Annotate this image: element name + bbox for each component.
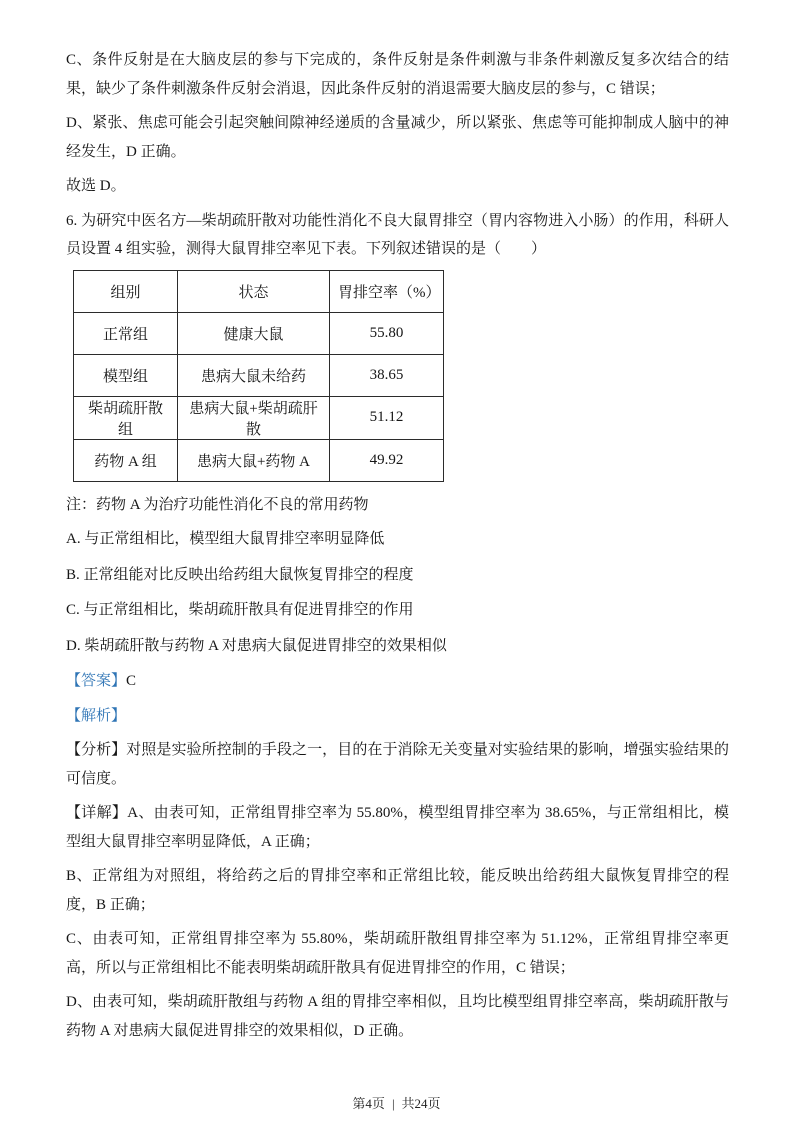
- table-header-row: [74, 270, 444, 312]
- detail-paragraph-c: C、由表可知，正常组胃排空率为 55.80%，柴胡疏肝散组胃排空率为 51.12%，正常组胃排空率更高，所以与正常组相比不能表明柴胡疏肝散具有促进胃排空的作用，C 错误；: [66, 931, 729, 976]
- cell-group: 柴胡疏肝散组: [74, 396, 178, 439]
- answer-value: C: [126, 673, 137, 689]
- table-header-group: 组别: [74, 270, 178, 312]
- cell-rate: 49.92: [330, 439, 444, 481]
- analysis-paragraph: 【分析】对照是实验所控制的手段之一，目的在于消除无关变量对实验结果的影响，增强实验结果的可信度。: [66, 742, 729, 787]
- prev-explanation-option-c: C、条件反射是在大脑皮层的参与下完成的，条件反射是条件刺激与非条件刺激反复多次结合的结果，缺少了条件刺激条件反射会消退，因此条件反射的消退需要大脑皮层的参与，C 错误；: [66, 52, 729, 97]
- option-b: B. 正常组能对比反映出给药组大鼠恢复胃排空的程度: [66, 566, 414, 583]
- cell-rate: 51.12: [330, 396, 444, 439]
- cell-group: 模型组: [74, 354, 178, 396]
- footer-current-page: 第4页: [352, 1096, 385, 1111]
- experiment-result-table: [73, 270, 444, 482]
- footer-separator: |: [391, 1096, 395, 1111]
- table-header-rate: 胃排空率（%）: [330, 270, 444, 312]
- cell-state: 健康大鼠: [178, 312, 330, 354]
- table-header-state: 状态: [178, 270, 330, 312]
- detail-paragraph-a: 【详解】A、由表可知，正常组胃排空率为 55.80%，模型组胃排空率为 38.65%，与正常组相比，模型组大鼠胃排空率明显降低，A 正确；: [66, 805, 729, 850]
- analysis-section-line: [66, 702, 729, 731]
- cell-state: 患病大鼠未给药: [178, 354, 330, 396]
- detail-paragraph-d: D、由表可知，柴胡疏肝散组与药物 A 组的胃排空率相似，且均比模型组胃排空率高，柴胡疏肝散与药物 A 对患病大鼠促进胃排空的效果相似，D 正确。: [66, 994, 729, 1039]
- table-row: [74, 396, 444, 439]
- table-note: 注：药物 A 为治疗功能性消化不良的常用药物: [66, 496, 369, 513]
- table-row: [74, 312, 444, 354]
- option-d: D. 柴胡疏肝散与药物 A 对患病大鼠促进胃排空的效果相似: [66, 637, 447, 654]
- prev-answer-conclusion: 故选 D。: [66, 178, 126, 194]
- cell-state: 患病大鼠+药物 A: [178, 439, 330, 481]
- question-stem: 6. 为研究中医名方—柴胡疏肝散对功能性消化不良大鼠胃排空（胃内容物进入小肠）的作用，科研人员设置 4 组实验，测得大鼠胃排空率见下表。下列叙述错误的是（ ）: [66, 212, 729, 257]
- table-row: [74, 354, 444, 396]
- answer-label: 【答案】: [66, 673, 127, 689]
- analysis-section-label: 【解析】: [66, 707, 127, 724]
- page-footer: [0, 1093, 793, 1112]
- detail-paragraph-b: B、正常组为对照组，将给药之后的胃排空率和正常组比较，能反映出给药组大鼠恢复胃排空的程度，B 正确；: [66, 868, 729, 913]
- option-c: C. 与正常组相比，柴胡疏肝散具有促进胃排空的作用: [66, 602, 414, 618]
- cell-rate: 55.80: [330, 312, 444, 354]
- table-row: [74, 439, 444, 481]
- cell-rate: 38.65: [330, 354, 444, 396]
- footer-total-pages: 共24页: [401, 1096, 441, 1111]
- cell-group: 药物 A 组: [74, 439, 178, 481]
- cell-group: 正常组: [74, 312, 178, 354]
- answer-line: [66, 667, 729, 696]
- option-a: A. 与正常组相比，模型组大鼠胃排空率明显降低: [66, 531, 385, 547]
- cell-state: 患病大鼠+柴胡疏肝散: [178, 396, 330, 439]
- prev-explanation-option-d: D、紧张、焦虑可能会引起突触间隙神经递质的含量减少，所以紧张、焦虑等可能抑制成人脑中的神经发生，D 正确。: [66, 115, 729, 160]
